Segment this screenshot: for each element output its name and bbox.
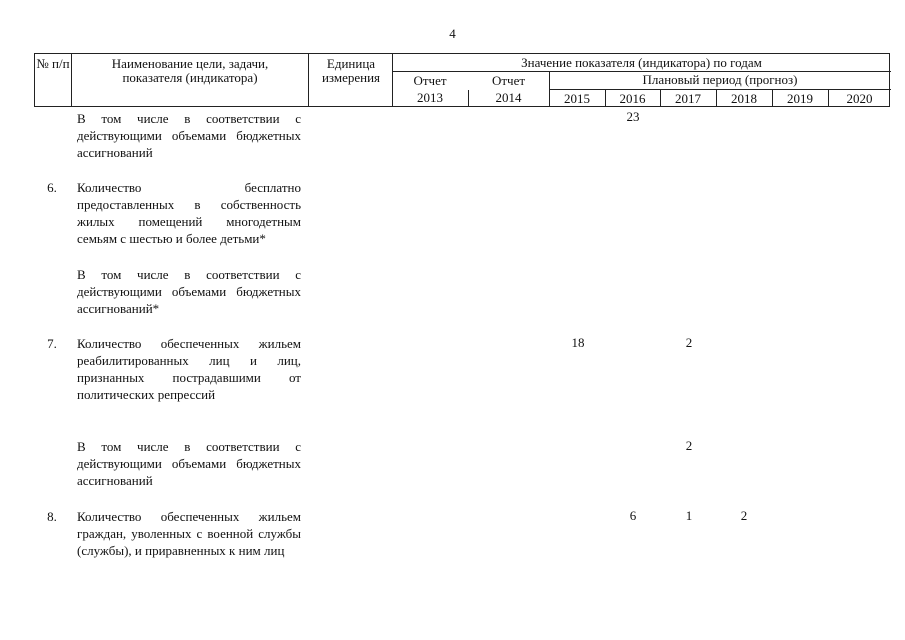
row-number: 6. <box>47 180 57 195</box>
row-indicator-name: Количество бесплатно предоставленных в собственность жилых помещений многодетным семьям с шестью и более детьми* <box>77 180 301 246</box>
row-value-2015: 18 <box>571 335 585 350</box>
header-values-title: Значение показателя (индикатора) по годам <box>521 55 762 70</box>
row-number: 7. <box>47 336 57 351</box>
row-indicator-name: В том числе в соответствии с действующими объемами бюджетных ассигнований* <box>77 267 301 316</box>
header-year-2018: 2018 <box>731 91 757 106</box>
header-year-2013: 2013 <box>417 90 443 105</box>
header-year-2016: 2016 <box>619 91 646 106</box>
header-report-2014: Отчет <box>491 73 526 88</box>
header-name-col: Наименование цели, задачи, показателя (индикатора) <box>111 56 269 85</box>
row-value-2017: 2 <box>685 335 693 350</box>
header-report-2013: Отчет <box>413 73 447 88</box>
header-year-2017: 2017 <box>675 91 701 106</box>
row-divider <box>549 89 891 90</box>
col-divider <box>308 54 309 106</box>
header-year-2014: 2014 <box>495 90 522 105</box>
row-value-2016: 23 <box>626 109 640 124</box>
header-year-2020: 2020 <box>846 91 873 106</box>
table-header <box>34 53 890 107</box>
row-value-2017: 2 <box>685 438 693 453</box>
header-unit-col: Единица измерения <box>321 56 381 85</box>
row-value-2016: 6 <box>629 508 637 523</box>
row-number: 8. <box>47 509 57 524</box>
row-indicator-name: Количество обеспеченных жильем реабилитированных лиц и лиц, признанных пострадавшими от политических репрессий <box>77 336 301 402</box>
col-divider <box>71 54 72 106</box>
row-divider <box>392 71 891 72</box>
header-num-col: № п/п <box>36 56 70 71</box>
row-value-2018: 2 <box>740 508 748 523</box>
row-indicator-name: Количество обеспеченных жильем граждан, уволенных с военной службы (службы), и приравненных к ним лиц <box>77 509 301 558</box>
row-indicator-name: В том числе в соответствии с действующими объемами бюджетных ассигнований <box>77 439 301 488</box>
header-year-2015: 2015 <box>564 91 590 106</box>
header-year-2019: 2019 <box>787 91 813 106</box>
page-number: 4 <box>449 26 456 41</box>
row-indicator-name: В том числе в соответствии с действующими объемами бюджетных ассигнований <box>77 111 301 160</box>
row-value-2017: 1 <box>685 508 693 523</box>
header-plan-title: Плановый период (прогноз) <box>642 72 798 87</box>
